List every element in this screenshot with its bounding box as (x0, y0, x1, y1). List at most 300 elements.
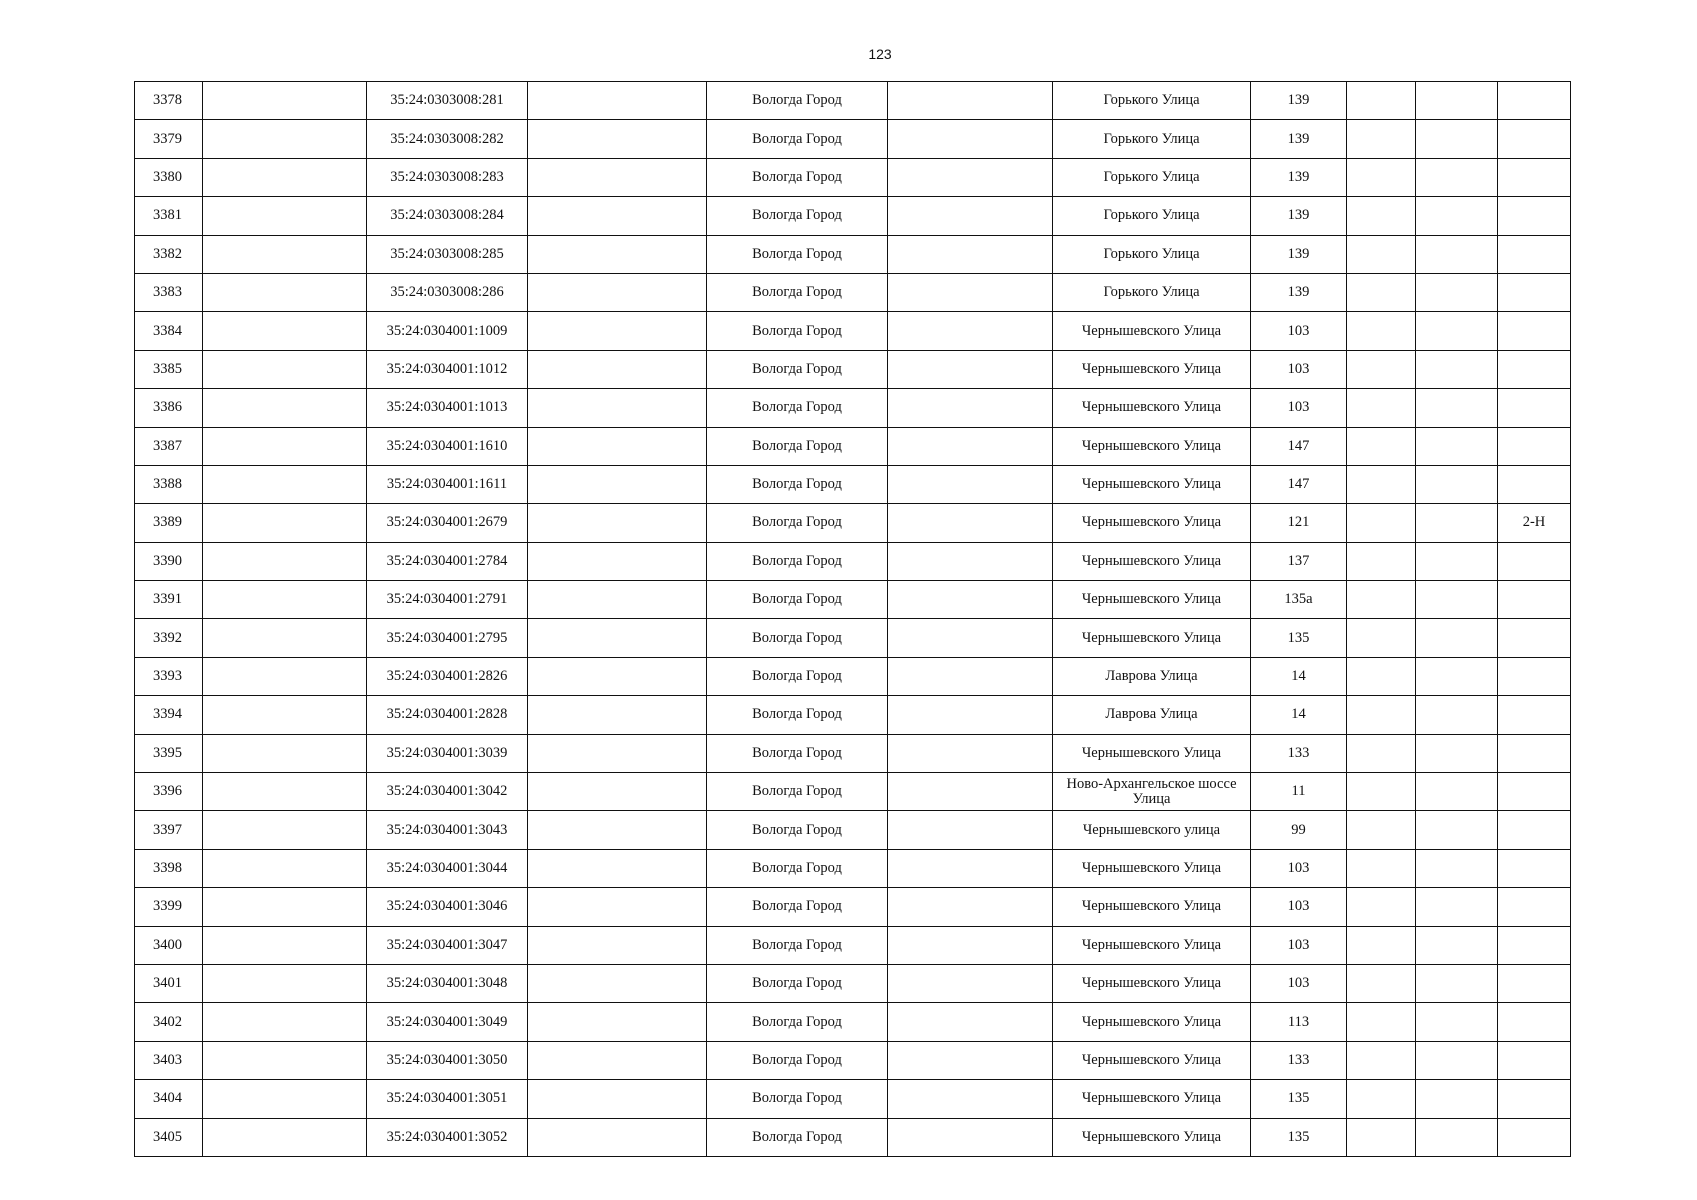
cell-9 (1347, 964, 1416, 1002)
table-row (135, 389, 1571, 427)
table-row (135, 581, 1571, 619)
cell-4 (528, 888, 707, 926)
city-cell: Вологда Город (707, 581, 888, 619)
cell-2 (203, 235, 367, 273)
cell-2 (203, 657, 367, 695)
city-cell: Вологда Город (707, 773, 888, 811)
cell-10 (1416, 504, 1498, 542)
house-number-cell: 139 (1251, 82, 1347, 120)
row-number-cell: 3385 (135, 350, 203, 388)
premises-number-cell (1498, 197, 1571, 235)
city-cell: Вологда Город (707, 1003, 888, 1041)
street-cell: Горького Улица (1053, 158, 1251, 196)
premises-number-cell (1498, 1041, 1571, 1079)
premises-number-cell (1498, 350, 1571, 388)
cell-9 (1347, 158, 1416, 196)
cell-10 (1416, 657, 1498, 695)
cadastral-number-cell: 35:24:0304001:3047 (367, 926, 528, 964)
cell-4 (528, 427, 707, 465)
cell-6 (888, 542, 1053, 580)
cadastral-number-cell: 35:24:0304001:1610 (367, 427, 528, 465)
page-number: 123 (868, 46, 892, 62)
cell-10 (1416, 619, 1498, 657)
cell-9 (1347, 619, 1416, 657)
street-cell: Горького Улица (1053, 120, 1251, 158)
cell-4 (528, 1003, 707, 1041)
row-number-cell: 3403 (135, 1041, 203, 1079)
house-number-cell: 14 (1251, 657, 1347, 695)
cell-6 (888, 427, 1053, 465)
premises-number-cell (1498, 273, 1571, 311)
cell-4 (528, 581, 707, 619)
row-number-cell: 3386 (135, 389, 203, 427)
row-number-cell: 3383 (135, 273, 203, 311)
street-cell: Чернышевского Улица (1053, 619, 1251, 657)
table-body (135, 82, 1571, 1157)
cell-6 (888, 964, 1053, 1002)
cadastral-number-cell: 35:24:0304001:2679 (367, 504, 528, 542)
street-cell: Чернышевского Улица (1053, 1118, 1251, 1156)
street-cell: Чернышевского Улица (1053, 465, 1251, 503)
city-cell: Вологда Город (707, 465, 888, 503)
cell-10 (1416, 849, 1498, 887)
table-row (135, 120, 1571, 158)
house-number-cell: 14 (1251, 696, 1347, 734)
cell-9 (1347, 465, 1416, 503)
cell-4 (528, 465, 707, 503)
cell-4 (528, 504, 707, 542)
row-number-cell: 3378 (135, 82, 203, 120)
cell-9 (1347, 1118, 1416, 1156)
premises-number-cell (1498, 158, 1571, 196)
cell-6 (888, 811, 1053, 849)
cell-6 (888, 312, 1053, 350)
cell-6 (888, 888, 1053, 926)
row-number-cell: 3402 (135, 1003, 203, 1041)
table-row (135, 964, 1571, 1002)
table-row (135, 696, 1571, 734)
city-cell: Вологда Город (707, 619, 888, 657)
cell-6 (888, 581, 1053, 619)
house-number-cell: 139 (1251, 235, 1347, 273)
premises-number-cell (1498, 312, 1571, 350)
cell-10 (1416, 312, 1498, 350)
cell-2 (203, 811, 367, 849)
house-number-cell: 135 (1251, 1118, 1347, 1156)
street-cell: Чернышевского Улица (1053, 312, 1251, 350)
street-cell: Горького Улица (1053, 197, 1251, 235)
cell-10 (1416, 811, 1498, 849)
city-cell: Вологда Город (707, 1118, 888, 1156)
cell-6 (888, 120, 1053, 158)
row-number-cell: 3379 (135, 120, 203, 158)
cell-4 (528, 964, 707, 1002)
cell-2 (203, 504, 367, 542)
city-cell: Вологда Город (707, 235, 888, 273)
cell-9 (1347, 389, 1416, 427)
city-cell: Вологда Город (707, 888, 888, 926)
cell-4 (528, 273, 707, 311)
table-row (135, 350, 1571, 388)
cell-6 (888, 82, 1053, 120)
cadastral-number-cell: 35:24:0304001:2828 (367, 696, 528, 734)
cell-2 (203, 312, 367, 350)
city-cell: Вологда Город (707, 542, 888, 580)
cell-10 (1416, 1003, 1498, 1041)
cell-4 (528, 734, 707, 772)
table-row (135, 811, 1571, 849)
premises-number-cell (1498, 734, 1571, 772)
cell-2 (203, 734, 367, 772)
premises-number-cell (1498, 1003, 1571, 1041)
street-cell: Ново-Архангельское шоссе Улица (1053, 773, 1251, 811)
city-cell: Вологда Город (707, 696, 888, 734)
cell-2 (203, 197, 367, 235)
cell-4 (528, 350, 707, 388)
premises-number-cell (1498, 888, 1571, 926)
premises-number-cell (1498, 465, 1571, 503)
street-cell: Чернышевского Улица (1053, 581, 1251, 619)
street-cell: Горького Улица (1053, 235, 1251, 273)
house-number-cell: 135а (1251, 581, 1347, 619)
cell-4 (528, 158, 707, 196)
table-row (135, 465, 1571, 503)
cell-6 (888, 773, 1053, 811)
row-number-cell: 3394 (135, 696, 203, 734)
house-number-cell: 147 (1251, 465, 1347, 503)
cell-4 (528, 1080, 707, 1118)
cell-4 (528, 542, 707, 580)
table-row (135, 504, 1571, 542)
table-row (135, 312, 1571, 350)
cell-10 (1416, 773, 1498, 811)
house-number-cell: 139 (1251, 273, 1347, 311)
table-row (135, 773, 1571, 811)
cell-10 (1416, 82, 1498, 120)
cadastral-number-cell: 35:24:0304001:3049 (367, 1003, 528, 1041)
house-number-cell: 11 (1251, 773, 1347, 811)
cell-6 (888, 1080, 1053, 1118)
street-cell: Чернышевского Улица (1053, 849, 1251, 887)
cell-9 (1347, 197, 1416, 235)
cell-6 (888, 1118, 1053, 1156)
cell-2 (203, 964, 367, 1002)
cadastral-number-cell: 35:24:0304001:3042 (367, 773, 528, 811)
city-cell: Вологда Город (707, 657, 888, 695)
row-number-cell: 3401 (135, 964, 203, 1002)
cell-4 (528, 197, 707, 235)
city-cell: Вологда Город (707, 389, 888, 427)
table-row (135, 158, 1571, 196)
cell-2 (203, 427, 367, 465)
premises-number-cell (1498, 389, 1571, 427)
cell-6 (888, 235, 1053, 273)
street-cell: Чернышевского улица (1053, 811, 1251, 849)
cell-6 (888, 1041, 1053, 1079)
premises-number-cell (1498, 1080, 1571, 1118)
cell-2 (203, 1041, 367, 1079)
cell-10 (1416, 273, 1498, 311)
cell-9 (1347, 350, 1416, 388)
cell-10 (1416, 350, 1498, 388)
cadastral-number-cell: 35:24:0304001:2791 (367, 581, 528, 619)
row-number-cell: 3404 (135, 1080, 203, 1118)
cell-2 (203, 849, 367, 887)
city-cell: Вологда Город (707, 504, 888, 542)
premises-number-cell (1498, 964, 1571, 1002)
street-cell: Чернышевского Улица (1053, 504, 1251, 542)
cell-6 (888, 1003, 1053, 1041)
cadastral-number-cell: 35:24:0303008:282 (367, 120, 528, 158)
house-number-cell: 133 (1251, 734, 1347, 772)
cell-2 (203, 1118, 367, 1156)
table-row (135, 926, 1571, 964)
cell-10 (1416, 1080, 1498, 1118)
table-row (135, 1003, 1571, 1041)
city-cell: Вологда Город (707, 811, 888, 849)
cell-6 (888, 734, 1053, 772)
house-number-cell: 103 (1251, 926, 1347, 964)
table-row (135, 849, 1571, 887)
cell-6 (888, 504, 1053, 542)
cell-2 (203, 619, 367, 657)
cell-4 (528, 389, 707, 427)
city-cell: Вологда Город (707, 350, 888, 388)
cell-4 (528, 811, 707, 849)
street-cell: Лаврова Улица (1053, 657, 1251, 695)
cell-4 (528, 235, 707, 273)
cadastral-number-cell: 35:24:0304001:3048 (367, 964, 528, 1002)
cell-2 (203, 1003, 367, 1041)
cell-2 (203, 120, 367, 158)
cell-10 (1416, 888, 1498, 926)
house-number-cell: 99 (1251, 811, 1347, 849)
city-cell: Вологда Город (707, 120, 888, 158)
cell-10 (1416, 389, 1498, 427)
row-number-cell: 3387 (135, 427, 203, 465)
row-number-cell: 3400 (135, 926, 203, 964)
street-cell: Горького Улица (1053, 82, 1251, 120)
cell-9 (1347, 1003, 1416, 1041)
row-number-cell: 3395 (135, 734, 203, 772)
cell-4 (528, 82, 707, 120)
street-cell: Чернышевского Улица (1053, 888, 1251, 926)
cell-10 (1416, 696, 1498, 734)
street-cell: Лаврова Улица (1053, 696, 1251, 734)
cell-6 (888, 696, 1053, 734)
street-cell: Чернышевского Улица (1053, 350, 1251, 388)
cell-9 (1347, 504, 1416, 542)
premises-number-cell: 2-Н (1498, 504, 1571, 542)
house-number-cell: 139 (1251, 197, 1347, 235)
house-number-cell: 137 (1251, 542, 1347, 580)
cell-4 (528, 120, 707, 158)
row-number-cell: 3405 (135, 1118, 203, 1156)
cell-6 (888, 657, 1053, 695)
cadastral-number-cell: 35:24:0303008:286 (367, 273, 528, 311)
cell-10 (1416, 465, 1498, 503)
cell-10 (1416, 120, 1498, 158)
cell-9 (1347, 581, 1416, 619)
cell-10 (1416, 581, 1498, 619)
house-number-cell: 103 (1251, 849, 1347, 887)
cell-6 (888, 350, 1053, 388)
street-cell: Чернышевского Улица (1053, 1003, 1251, 1041)
table-row (135, 235, 1571, 273)
cell-9 (1347, 542, 1416, 580)
premises-number-cell (1498, 581, 1571, 619)
cell-2 (203, 82, 367, 120)
cell-6 (888, 465, 1053, 503)
cell-9 (1347, 926, 1416, 964)
city-cell: Вологда Город (707, 82, 888, 120)
row-number-cell: 3392 (135, 619, 203, 657)
cell-9 (1347, 273, 1416, 311)
house-number-cell: 103 (1251, 350, 1347, 388)
cell-9 (1347, 82, 1416, 120)
table-row (135, 657, 1571, 695)
cell-2 (203, 1080, 367, 1118)
street-cell: Чернышевского Улица (1053, 964, 1251, 1002)
row-number-cell: 3393 (135, 657, 203, 695)
table-row (135, 1118, 1571, 1156)
cell-6 (888, 926, 1053, 964)
cell-9 (1347, 657, 1416, 695)
cell-6 (888, 619, 1053, 657)
premises-number-cell (1498, 235, 1571, 273)
cadastral-number-cell: 35:24:0303008:285 (367, 235, 528, 273)
house-number-cell: 121 (1251, 504, 1347, 542)
cell-2 (203, 926, 367, 964)
cell-6 (888, 389, 1053, 427)
cell-6 (888, 849, 1053, 887)
premises-number-cell (1498, 926, 1571, 964)
table-row (135, 273, 1571, 311)
cadastral-number-cell: 35:24:0303008:281 (367, 82, 528, 120)
row-number-cell: 3384 (135, 312, 203, 350)
city-cell: Вологда Город (707, 734, 888, 772)
cell-9 (1347, 1080, 1416, 1118)
cell-2 (203, 350, 367, 388)
premises-number-cell (1498, 82, 1571, 120)
premises-number-cell (1498, 619, 1571, 657)
street-cell: Чернышевского Улица (1053, 427, 1251, 465)
city-cell: Вологда Город (707, 1041, 888, 1079)
cell-9 (1347, 888, 1416, 926)
row-number-cell: 3381 (135, 197, 203, 235)
cell-4 (528, 312, 707, 350)
cell-4 (528, 773, 707, 811)
city-cell: Вологда Город (707, 926, 888, 964)
cell-2 (203, 273, 367, 311)
cell-6 (888, 197, 1053, 235)
city-cell: Вологда Город (707, 849, 888, 887)
house-number-cell: 103 (1251, 312, 1347, 350)
row-number-cell: 3388 (135, 465, 203, 503)
house-number-cell: 139 (1251, 158, 1347, 196)
cell-10 (1416, 964, 1498, 1002)
cell-4 (528, 1041, 707, 1079)
cadastral-number-cell: 35:24:0303008:283 (367, 158, 528, 196)
table-row (135, 427, 1571, 465)
premises-number-cell (1498, 427, 1571, 465)
cadastral-number-cell: 35:24:0304001:3050 (367, 1041, 528, 1079)
cell-2 (203, 542, 367, 580)
house-number-cell: 113 (1251, 1003, 1347, 1041)
city-cell: Вологда Город (707, 1080, 888, 1118)
street-cell: Чернышевского Улица (1053, 542, 1251, 580)
city-cell: Вологда Город (707, 312, 888, 350)
cadastral-number-cell: 35:24:0304001:3043 (367, 811, 528, 849)
premises-number-cell (1498, 811, 1571, 849)
cell-10 (1416, 1041, 1498, 1079)
table-row (135, 542, 1571, 580)
row-number-cell: 3390 (135, 542, 203, 580)
cadastral-number-cell: 35:24:0304001:1012 (367, 350, 528, 388)
row-number-cell: 3389 (135, 504, 203, 542)
premises-number-cell (1498, 657, 1571, 695)
cell-2 (203, 773, 367, 811)
house-number-cell: 133 (1251, 1041, 1347, 1079)
cell-9 (1347, 849, 1416, 887)
city-cell: Вологда Город (707, 197, 888, 235)
cadastral-number-cell: 35:24:0304001:2826 (367, 657, 528, 695)
cell-10 (1416, 427, 1498, 465)
house-number-cell: 135 (1251, 1080, 1347, 1118)
row-number-cell: 3380 (135, 158, 203, 196)
premises-number-cell (1498, 696, 1571, 734)
street-cell: Чернышевского Улица (1053, 1041, 1251, 1079)
cell-10 (1416, 926, 1498, 964)
cell-9 (1347, 734, 1416, 772)
cell-9 (1347, 1041, 1416, 1079)
house-number-cell: 103 (1251, 964, 1347, 1002)
cadastral-number-cell: 35:24:0304001:2784 (367, 542, 528, 580)
cell-6 (888, 273, 1053, 311)
table-row (135, 197, 1571, 235)
row-number-cell: 3397 (135, 811, 203, 849)
cell-6 (888, 158, 1053, 196)
cadastral-number-cell: 35:24:0304001:1611 (367, 465, 528, 503)
cell-2 (203, 581, 367, 619)
cell-10 (1416, 542, 1498, 580)
house-number-cell: 135 (1251, 619, 1347, 657)
cell-9 (1347, 235, 1416, 273)
cadastral-number-cell: 35:24:0304001:3046 (367, 888, 528, 926)
premises-number-cell (1498, 542, 1571, 580)
cell-4 (528, 849, 707, 887)
cell-9 (1347, 427, 1416, 465)
house-number-cell: 139 (1251, 120, 1347, 158)
cadastral-number-cell: 35:24:0304001:2795 (367, 619, 528, 657)
cadastral-number-cell: 35:24:0304001:3051 (367, 1080, 528, 1118)
street-cell: Горького Улица (1053, 273, 1251, 311)
cell-2 (203, 696, 367, 734)
cell-4 (528, 696, 707, 734)
cell-10 (1416, 197, 1498, 235)
premises-number-cell (1498, 849, 1571, 887)
city-cell: Вологда Город (707, 964, 888, 1002)
cell-10 (1416, 235, 1498, 273)
cell-2 (203, 888, 367, 926)
cell-9 (1347, 312, 1416, 350)
city-cell: Вологда Город (707, 273, 888, 311)
cell-4 (528, 926, 707, 964)
house-number-cell: 103 (1251, 888, 1347, 926)
registry-table (134, 81, 1571, 1157)
row-number-cell: 3391 (135, 581, 203, 619)
cell-4 (528, 1118, 707, 1156)
